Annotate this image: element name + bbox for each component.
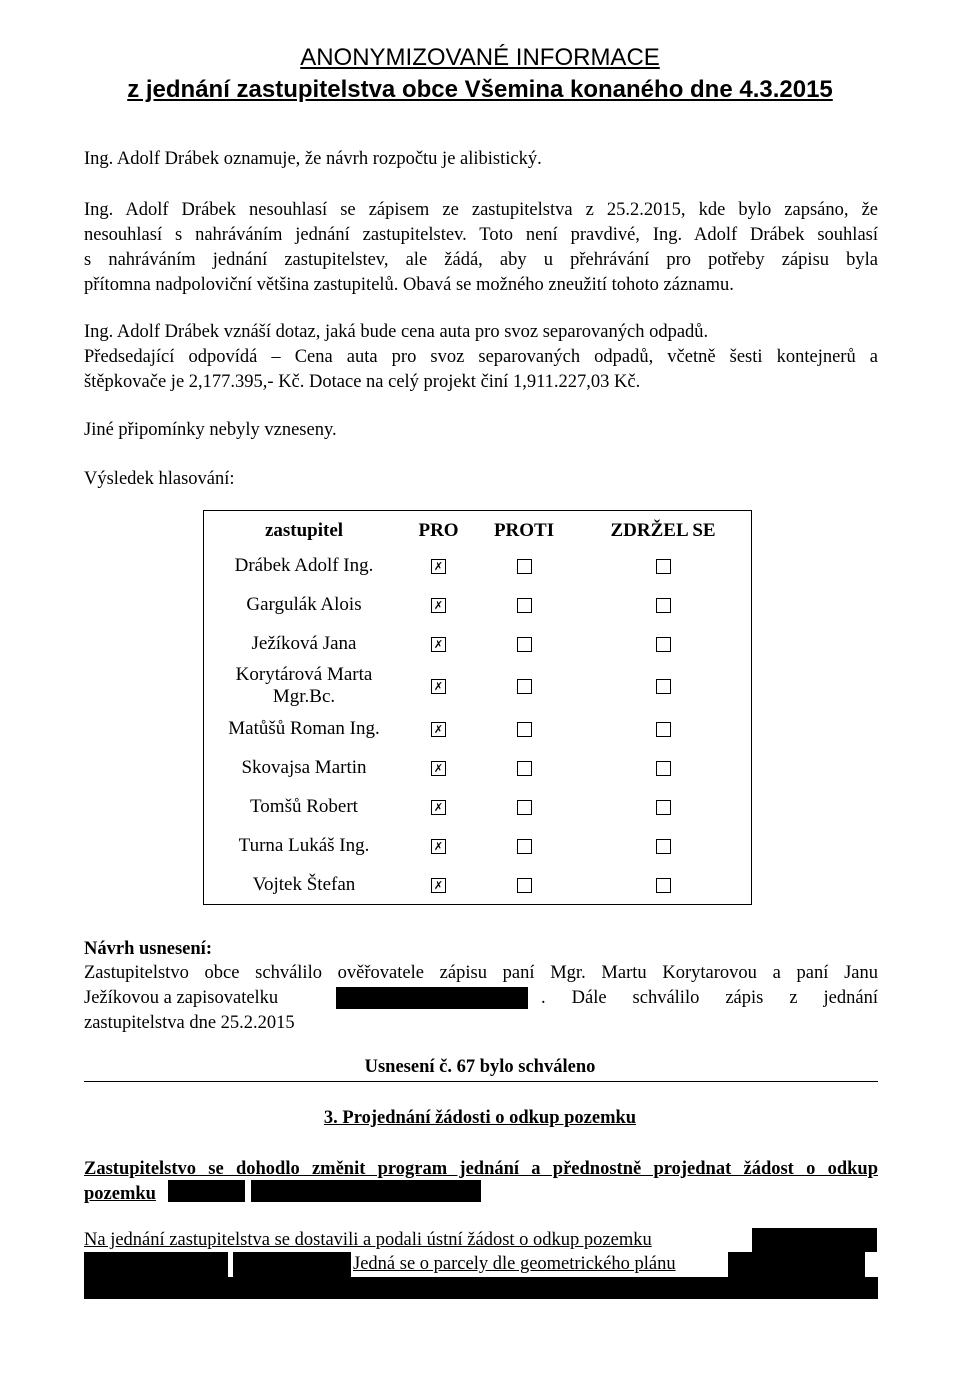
redaction-box	[168, 1180, 245, 1202]
empty-box-icon	[656, 598, 671, 613]
vote-heading: Výsledek hlasování:	[84, 469, 235, 489]
name-text: Tomšů Robert	[250, 795, 358, 817]
vote-cell	[404, 748, 473, 787]
redaction-box	[728, 1252, 865, 1277]
section-line: Jedná se o parcely dle geometrického plánu	[353, 1254, 676, 1274]
vote-cell	[473, 663, 575, 709]
name-title-text: Mgr.Bc.	[272, 686, 336, 707]
representative-name	[204, 663, 405, 709]
table-row	[204, 546, 752, 585]
empty-box-icon	[517, 637, 532, 652]
redaction-box	[84, 1277, 878, 1299]
section-bold-line: Zastupitelstvo se dohodlo změnit program jednání a přednostně projednat žádost o odkup	[84, 1159, 878, 1179]
empty-box-icon	[517, 559, 532, 574]
header-for: PRO	[418, 520, 459, 541]
empty-box-icon	[517, 839, 532, 854]
name-text: Korytárová Marta	[235, 664, 373, 685]
redaction-box	[251, 1180, 481, 1202]
resolution-text-tail: . Dále schválilo zápis z jednání	[541, 988, 878, 1008]
name-text: Ježíková Jana	[251, 632, 357, 654]
vote-cell	[473, 748, 575, 787]
empty-box-icon	[656, 878, 671, 893]
checked-box-icon: ✗	[431, 559, 446, 574]
empty-box-icon	[656, 722, 671, 737]
vote-cell	[404, 546, 473, 585]
vote-cell	[473, 865, 575, 905]
checked-box-icon: ✗	[431, 679, 446, 694]
representative-name	[204, 546, 405, 585]
header-against: PROTI	[493, 520, 555, 541]
header-representative: zastupitel	[264, 520, 344, 541]
vote-table-header	[204, 511, 752, 547]
vote-cell	[575, 709, 751, 748]
vote-table	[203, 510, 752, 905]
name-text: Skovajsa Martin	[241, 756, 367, 778]
paragraph-line: Ing. Adolf Drábek vznáší dotaz, jaká bude cena auta pro svoz separovaných odpadů.	[84, 322, 709, 342]
document-subtitle: z jednání zastupitelstva obce Všemina konaného dne 4.3.2015	[127, 76, 833, 103]
resolution-result: Usnesení č. 67 bylo schváleno	[364, 1057, 596, 1077]
header-abstain: ZDRŽEL SE	[610, 520, 716, 541]
name-text: Gargulák Alois	[246, 593, 362, 615]
redaction-box	[84, 1252, 228, 1277]
table-row	[204, 787, 752, 826]
vote-cell	[473, 624, 575, 663]
representative-name	[204, 787, 405, 826]
vote-cell	[473, 826, 575, 865]
vote-cell	[473, 709, 575, 748]
table-row	[204, 624, 752, 663]
name-text: Matůšů Roman Ing.	[228, 717, 380, 739]
paragraph-line: přítomna nadpoloviční většina zastupitelů. Obavá se možného zneužití tohoto záznamu.	[84, 275, 734, 295]
checked-box-icon: ✗	[431, 839, 446, 854]
checked-box-icon: ✗	[431, 722, 446, 737]
resolution-line: zastupitelstva dne 25.2.2015	[84, 1013, 295, 1033]
checked-box-icon: ✗	[431, 800, 446, 815]
resolution-line: Zastupitelstvo obce schválilo ověřovatele zápisu paní Mgr. Martu Korytarovou a paní Janu	[84, 963, 878, 983]
paragraph-budget: Ing. Adolf Drábek oznamuje, že návrh rozpočtu je alibistický.	[84, 149, 542, 169]
empty-box-icon	[656, 800, 671, 815]
vote-cell	[404, 787, 473, 826]
representative-name	[204, 865, 405, 905]
empty-box-icon	[656, 637, 671, 652]
table-row	[204, 663, 752, 709]
empty-box-icon	[656, 761, 671, 776]
name-text: Vojtek Štefan	[252, 873, 356, 895]
vote-cell	[575, 585, 751, 624]
empty-box-icon	[656, 679, 671, 694]
table-row	[204, 865, 752, 905]
paragraph-line: nesouhlasí s nahráváním jednání zastupitelstev. Toto není pravdivé, Ing. Adolf Drábek souhlasí	[84, 225, 878, 245]
vote-cell	[575, 826, 751, 865]
vote-cell	[404, 709, 473, 748]
checked-box-icon: ✗	[431, 598, 446, 613]
table-row	[204, 748, 752, 787]
section-bold-line: pozemku	[84, 1184, 156, 1204]
section-heading: 3. Projednání žádosti o odkup pozemku	[323, 1108, 637, 1128]
resolution-heading: Návrh usnesení:	[84, 939, 212, 959]
empty-box-icon	[656, 559, 671, 574]
vote-cell	[473, 546, 575, 585]
empty-box-icon	[517, 722, 532, 737]
divider	[84, 1081, 878, 1082]
table-row	[204, 826, 752, 865]
representative-name	[204, 826, 405, 865]
empty-box-icon	[517, 761, 532, 776]
checked-box-icon: ✗	[431, 878, 446, 893]
name-text: Drábek Adolf Ing.	[234, 554, 374, 576]
vote-cell	[404, 585, 473, 624]
table-row	[204, 709, 752, 748]
redaction-box	[233, 1252, 351, 1277]
vote-cell	[575, 787, 751, 826]
paragraph-line: s nahráváním jednání zastupitelstev, ale žádá, aby u přehrávání pro potřeby zápisu byla	[84, 250, 878, 270]
vote-cell	[404, 865, 473, 905]
vote-cell	[404, 663, 473, 709]
resolution-text: Ježíkovou a zapisovatelku	[84, 988, 279, 1008]
section-line: Na jednání zastupitelstva se dostavili a podali ústní žádost o odkup pozemku	[84, 1230, 652, 1250]
empty-box-icon	[517, 598, 532, 613]
redaction-box	[336, 987, 528, 1009]
checked-box-icon: ✗	[431, 637, 446, 652]
paragraph-no-comments: Jiné připomínky nebyly vzneseny.	[84, 420, 337, 440]
paragraph-line: Předsedající odpovídá – Cena auta pro svoz separovaných odpadů, včetně šesti kontejnerů a	[84, 347, 878, 367]
vote-cell	[404, 624, 473, 663]
empty-box-icon	[656, 839, 671, 854]
empty-box-icon	[517, 800, 532, 815]
representative-name	[204, 748, 405, 787]
vote-cell	[575, 663, 751, 709]
vote-cell	[473, 585, 575, 624]
table-row	[204, 585, 752, 624]
empty-box-icon	[517, 679, 532, 694]
vote-cell	[404, 826, 473, 865]
name-text: Turna Lukáš Ing.	[238, 834, 370, 856]
redaction-box	[752, 1228, 877, 1252]
vote-cell	[575, 748, 751, 787]
empty-box-icon	[517, 878, 532, 893]
representative-name	[204, 624, 405, 663]
vote-cell	[575, 546, 751, 585]
vote-cell	[473, 787, 575, 826]
document-title: ANONYMIZOVANÉ INFORMACE	[300, 44, 660, 71]
checked-box-icon: ✗	[431, 761, 446, 776]
paragraph-line: štěpkovače je 2,177.395,- Kč. Dotace na celý projekt činí 1,911.227,03 Kč.	[84, 372, 641, 392]
vote-cell	[575, 624, 751, 663]
representative-name	[204, 585, 405, 624]
vote-cell	[575, 865, 751, 905]
representative-name	[204, 709, 405, 748]
paragraph-line: Ing. Adolf Drábek nesouhlasí se zápisem ze zastupitelstva z 25.2.2015, kde bylo zapsáno, že	[84, 200, 878, 220]
